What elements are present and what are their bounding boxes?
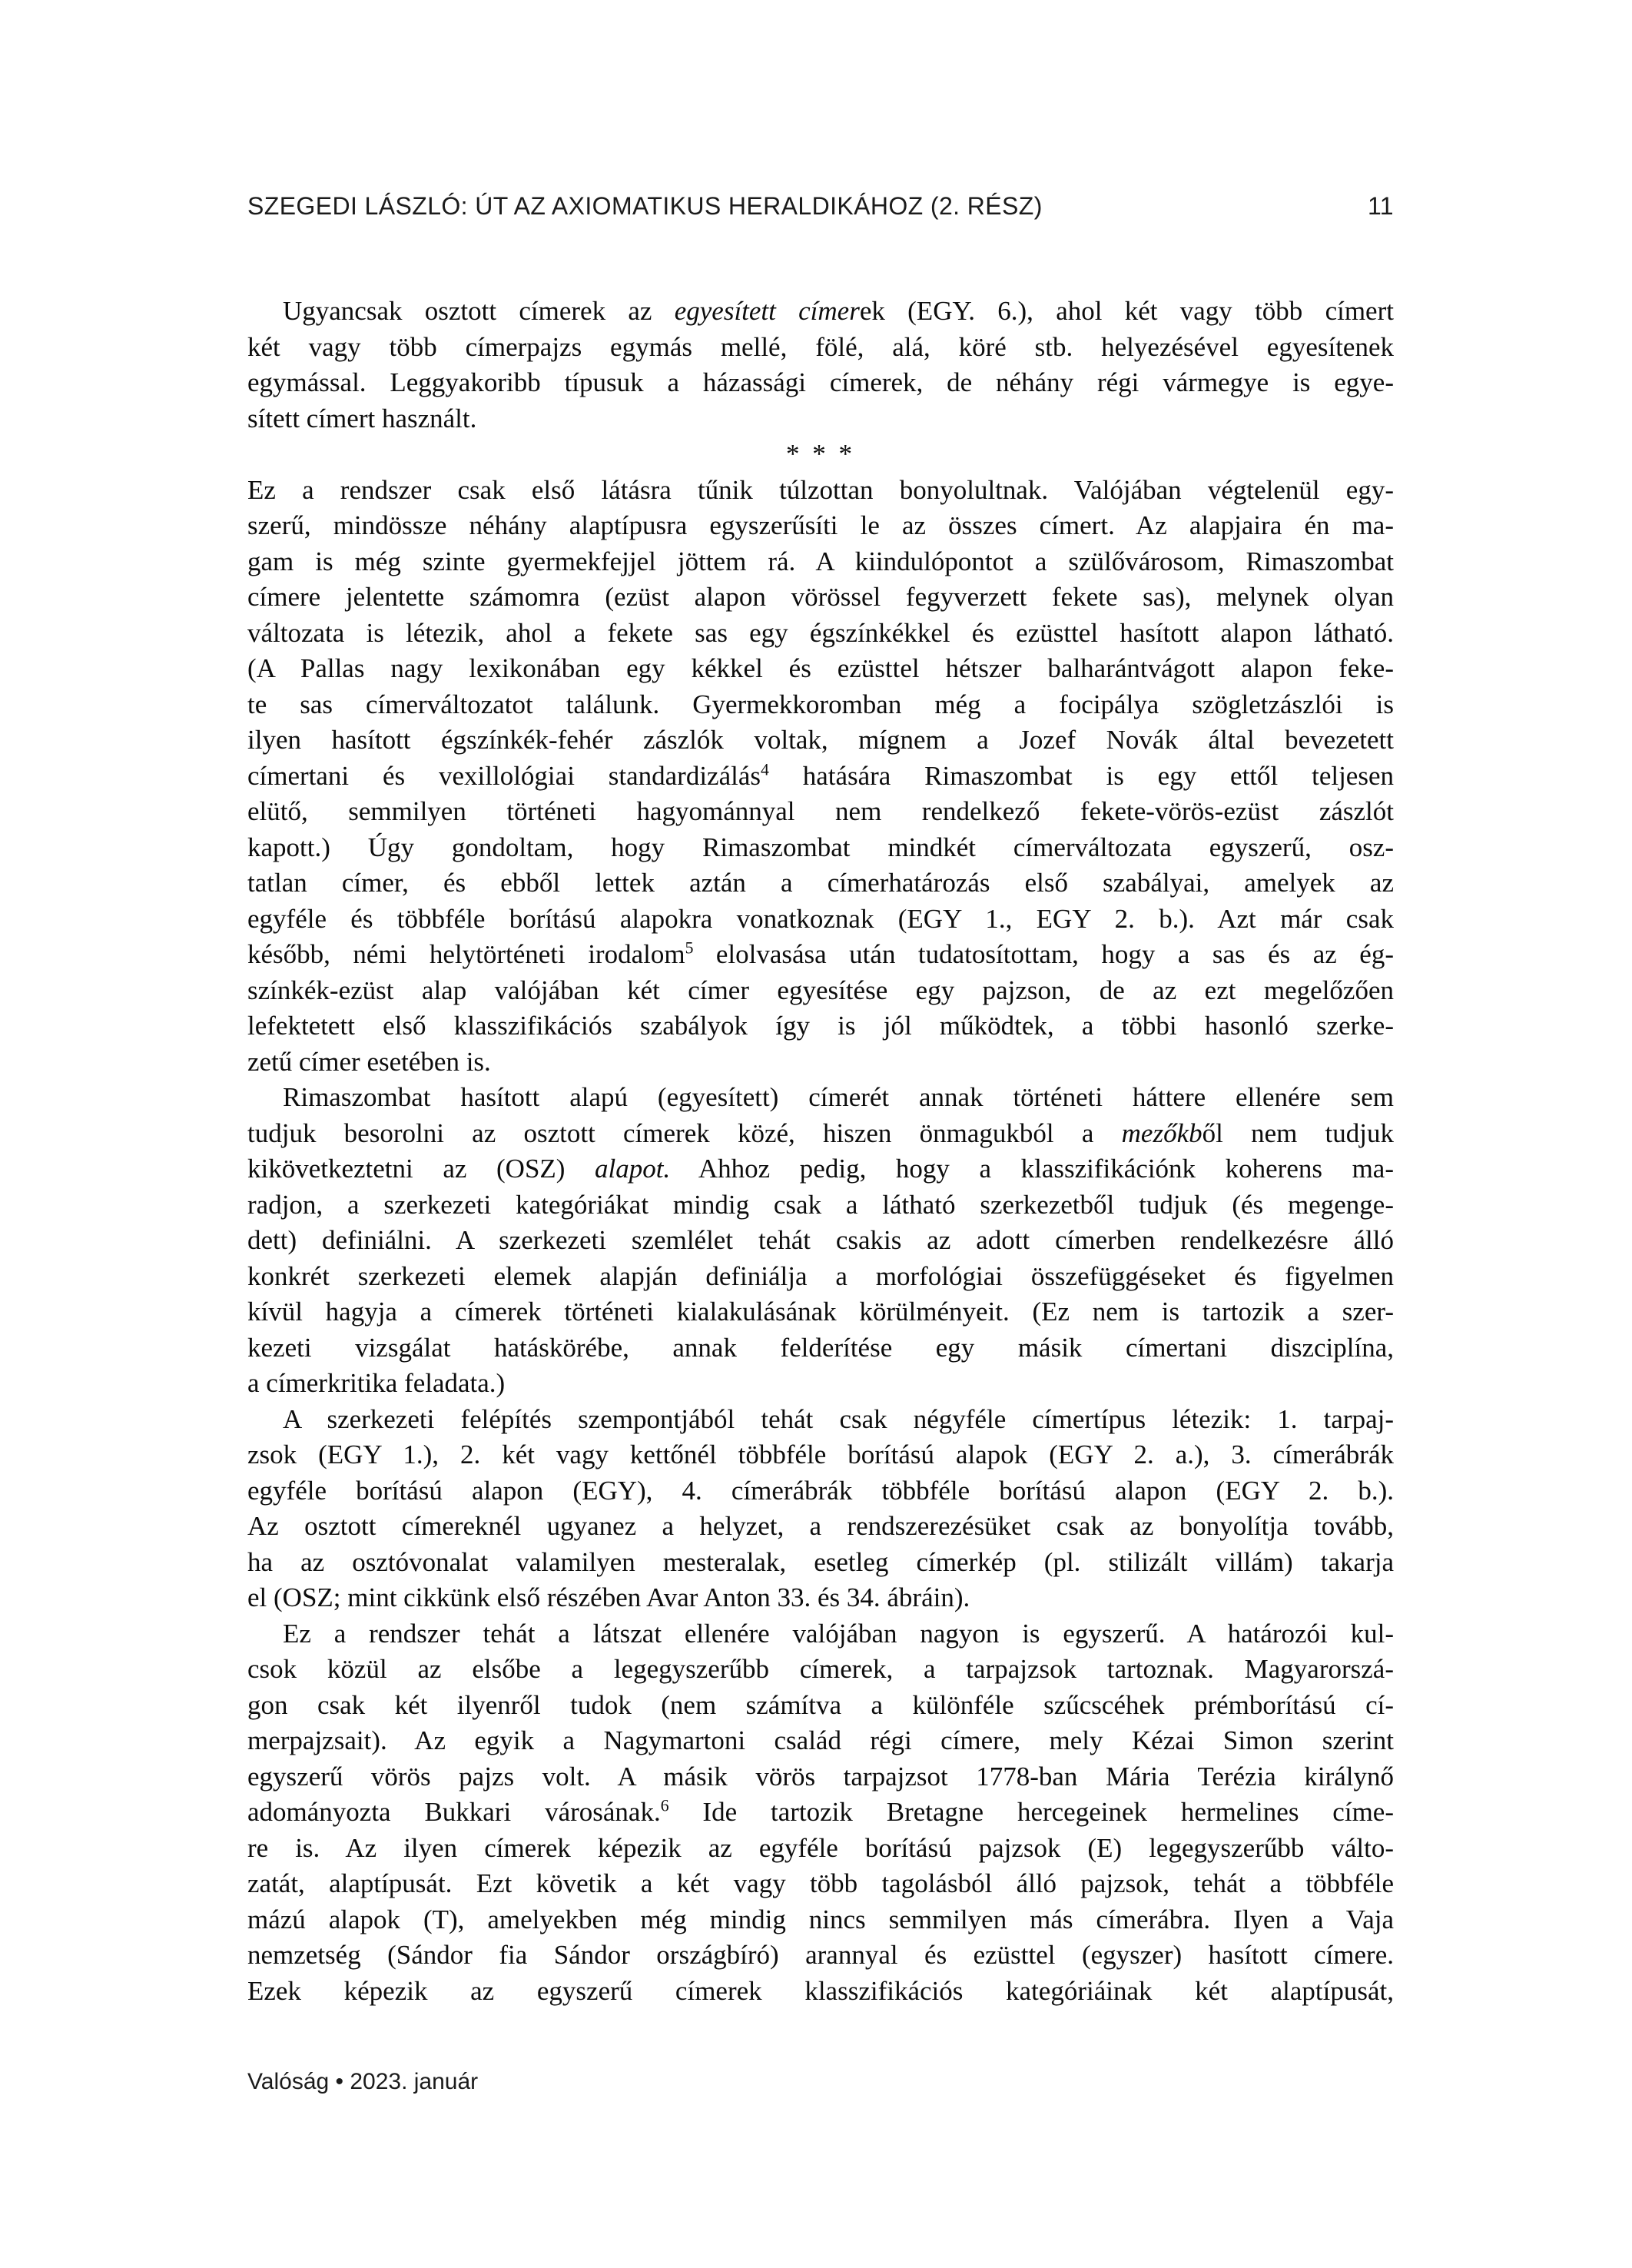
text-line: gam is még szinte gyermekfejjel jöttem rá. A kiindulópontot a szülővárosom, Rimaszombat [247, 546, 1394, 576]
running-header [247, 192, 1394, 221]
text-line: merpajzsait). Az egyik a Nagymartoni család régi címere, mely Kézai Simon szerint [247, 1725, 1394, 1755]
text-line: kívül hagyja a címerek történeti kialakulásának körülményeit. (Ez nem is tartozik a szer- [247, 1297, 1394, 1327]
paragraph [247, 1616, 1394, 2010]
paragraph [247, 473, 1394, 1081]
text-line: Ezek képezik az egyszerű címerek klasszifikációs kategóriáinak két alaptípusát, [247, 1975, 1394, 2006]
text-line: Ez a rendszer tehát a látszat ellenére valójában nagyon is egyszerű. A határozói kul- [283, 1618, 1394, 1649]
text-line: lefektetett első klasszifikációs szabályok így is jól működtek, a többi hasonló szerke- [247, 1011, 1394, 1041]
text-line: te sas címerváltozatot találunk. Gyermekkoromban még a focipálya szögletzászlói is [247, 689, 1394, 719]
text-line: kikövetkeztetni az (OSZ) alapot. Ahhoz pedig, hogy a klasszifikációnk koherens ma- [247, 1154, 1394, 1184]
text-line: a címerkritika feladata.) [247, 1368, 506, 1398]
text-line: zetű címer esetében is. [247, 1046, 491, 1077]
text-line: tatlan címer, és ebből lettek aztán a címerhatározás első szabályai, amelyek az [247, 868, 1394, 898]
journal-issue-label: Valóság • 2023. január [247, 2069, 479, 2094]
text-line: kezeti vizsgálat hatáskörébe, annak felderítése egy másik címertani diszciplína, [247, 1332, 1394, 1363]
text-line: ha az osztóvonalat valamilyen mesteralak, esetleg címerkép (pl. stilizált villám) takarja [247, 1546, 1394, 1577]
text-line: később, némi helytörténeti irodalom$^5$ elolvasása után tudatosítottam, hogy a sas és az ég- [247, 938, 1394, 969]
text-line: Az osztott címereknél ugyanez a helyzet, a rendszerezésüket csak az bonyolítja tovább, [247, 1511, 1394, 1541]
text-line: Ugyancsak osztott címerek az egyesített címerek (EGY. 6.), ahol két vagy több címert [283, 296, 1394, 326]
text-line: két vagy több címerpajzs egymás mellé, fölé, alá, köré stb. helyezésével egyesítenek [247, 331, 1394, 362]
text-line: kapott.) Úgy gondoltam, hogy Rimaszombat mindkét címerváltozata egyszerű, osz- [247, 832, 1394, 862]
text-line: sített címert használt. [247, 403, 477, 433]
section-separator: * * * [786, 439, 855, 469]
paragraph [247, 294, 1394, 437]
paragraph [247, 1402, 1394, 1616]
running-title: SZEGEDI LÁSZLÓ: ÚT AZ AXIOMATIKUS HERALDIKÁHOZ (2. RÉSZ) [247, 192, 1043, 220]
text-line: egyféle és többféle borítású alapokra vonatkoznak (EGY 1., EGY 2. b.). Azt már csak [247, 903, 1394, 934]
paragraph [247, 1080, 1394, 1402]
text-line: nemzetség (Sándor fia Sándor országbíró) arannyal és ezüsttel (egyszer) hasított címere. [247, 1940, 1394, 1970]
text-line: egyszerű vörös pajzs volt. A másik vörös tarpajzsot 1778-ban Mária Terézia királynő [247, 1761, 1394, 1791]
page-footer [247, 2069, 478, 2095]
article-body [247, 294, 1394, 2009]
text-line: változata is létezik, ahol a fekete sas egy égszínkékkel és ezüsttel hasított alapon látható. [247, 617, 1394, 648]
text-line: zatát, alaptípusát. Ezt követik a két vagy több tagolásból álló pajzsok, tehát a többféle [247, 1868, 1394, 1898]
text-line: A szerkezeti felépítés szempontjából tehát csak négyféle címertípus létezik: 1. tarpaj- [283, 1403, 1394, 1434]
text-line: ilyen hasított égszínkék-fehér zászlók voltak, mígnem a Jozef Novák által bevezetett [247, 725, 1394, 755]
footnote-marker: 4 [761, 759, 769, 779]
text-line: elütő, semmilyen történeti hagyománnyal nem rendelkező fekete-vörös-ezüst zászlót [247, 796, 1394, 826]
page-number: 11 [1367, 192, 1394, 220]
text-line: el (OSZ; mint cikkünk első részében Avar Anton 33. és 34. ábráin). [247, 1582, 970, 1612]
text-line: címere jelentette számomra (ezüst alapon vörössel fegyverzett fekete sas), melynek olyan [247, 582, 1394, 612]
text-line: re is. Az ilyen címerek képezik az egyféle borítású pajzsok (E) legegyszerűbb válto- [247, 1832, 1394, 1863]
text-line: címertani és vexillológiai standardizálás$^4$ hatására Rimaszombat is egy ettől teljesen [247, 759, 1394, 791]
text-line: radjon, a szerkezeti kategóriákat mindig csak a látható szerkezetből tudjuk (és megenge- [247, 1189, 1394, 1220]
text-line: gon csak két ilyenről tudok (nem számítva a különféle szűcscéhek prémborítású cí- [247, 1689, 1394, 1720]
footnote-marker: 5 [685, 938, 694, 958]
text-line: színkék-ezüst alap valójában két címer egyesítése egy pajzson, de az ezt megelőzően [247, 975, 1394, 1005]
text-line: Rimaszombat hasított alapú (egyesített) címerét annak történeti háttere ellenére sem [283, 1082, 1394, 1112]
text-line: (A Pallas nagy lexikonában egy kékkel és ezüsttel hétszer balharántvágott alapon feke- [247, 653, 1394, 683]
text-line: egyféle borítású alapon (EGY), 4. címerábrák többféle borítású alapon (EGY 2. b.). [247, 1475, 1394, 1506]
text-line: szerű, mindössze néhány alaptípusra egyszerűsíti le az összes címert. Az alapjaira én ma- [247, 510, 1394, 540]
footnote-marker: 6 [660, 1796, 669, 1815]
text-line: Ez a rendszer csak első látásra tűnik túlzottan bonyolultnak. Valójában végtelenül egy- [247, 474, 1394, 505]
text-line: konkrét szerkezeti elemek alapján definiálja a morfológiai összefüggéseket és figyelmen [247, 1260, 1394, 1291]
text-line: dett) definiálni. A szerkezeti szemlélet tehát csakis az adott címerben rendelkezésre álló [247, 1225, 1394, 1255]
text-line: csok közül az elsőbe a legegyszerűbb címerek, a tarpajzsok tartoznak. Magyarorszá- [247, 1654, 1394, 1684]
text-line: egymással. Leggyakoribb típusuk a házassági címerek, de néhány régi vármegye is egye- [247, 367, 1394, 397]
text-line: tudjuk besorolni az osztott címerek közé, hiszen önmagukból a mezőkből nem tudjuk [247, 1117, 1395, 1148]
text-line: zsok (EGY 1.), 2. két vagy kettőnél többféle borítású alapok (EGY 2. a.), 3. címerábrák [247, 1439, 1394, 1469]
text-line: mázú alapok (T), amelyekben még mindig nincs semmilyen más címerábra. Ilyen a Vaja [247, 1904, 1394, 1934]
text-line: adományozta Bukkari városának.$^6$ Ide tartozik Bretagne hercegeinek hermelines címe- [247, 1796, 1394, 1827]
